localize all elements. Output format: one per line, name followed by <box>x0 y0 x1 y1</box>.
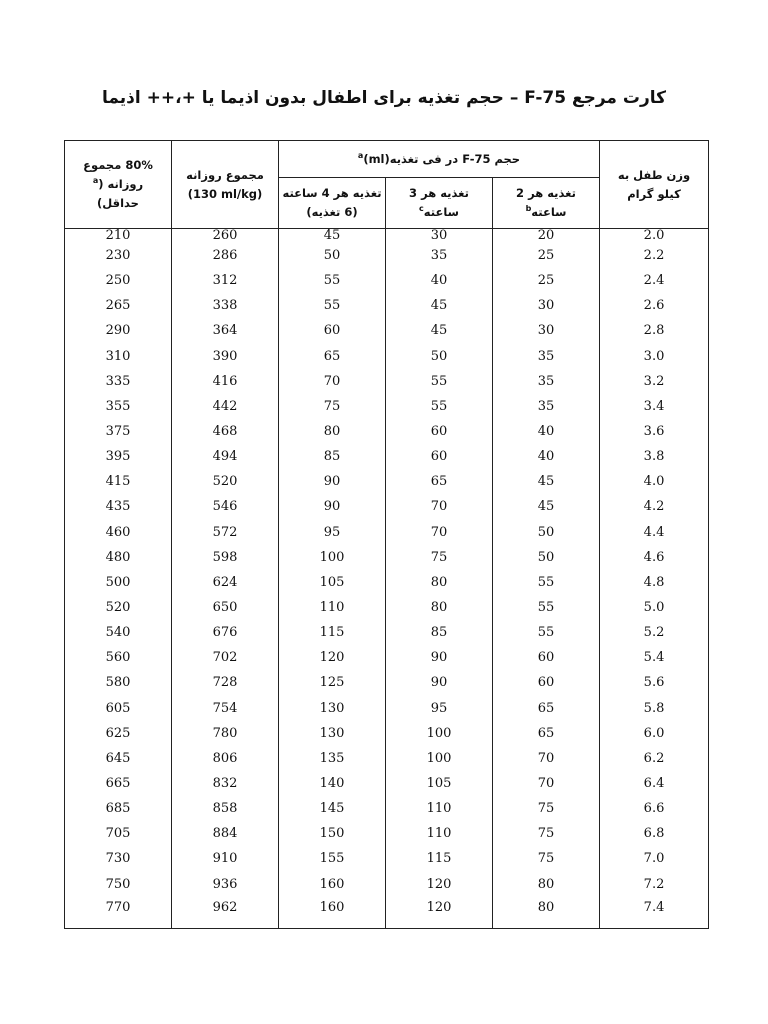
cell-every-4-hours: 140 <box>279 771 386 796</box>
table-row <box>65 645 709 670</box>
cell-every-4-hours: 70 <box>279 369 386 394</box>
cell-daily-total: 416 <box>172 369 279 394</box>
cell-child-weight: 5.6 <box>600 670 709 695</box>
cell-min-daily: 520 <box>65 595 172 620</box>
cell-every-2-hours: 40 <box>493 444 600 469</box>
cell-every-2-hours: 45 <box>493 469 600 494</box>
cell-daily-total: 260 <box>172 229 279 244</box>
cell-child-weight: 3.2 <box>600 369 709 394</box>
cell-child-weight: 7.4 <box>600 897 709 929</box>
cell-min-daily: 605 <box>65 696 172 721</box>
cell-min-daily: 580 <box>65 670 172 695</box>
cell-daily-total: 390 <box>172 344 279 369</box>
cell-child-weight: 5.4 <box>600 645 709 670</box>
cell-every-2-hours: 40 <box>493 419 600 444</box>
cell-child-weight: 4.4 <box>600 520 709 545</box>
cell-min-daily: 265 <box>65 293 172 318</box>
cell-child-weight: 6.0 <box>600 721 709 746</box>
table-row <box>65 595 709 620</box>
cell-every-3-hours: 110 <box>386 796 493 821</box>
table-row <box>65 570 709 595</box>
cell-every-2-hours: 65 <box>493 721 600 746</box>
cell-daily-total: 312 <box>172 268 279 293</box>
cell-child-weight: 6.6 <box>600 796 709 821</box>
cell-every-2-hours: 35 <box>493 394 600 419</box>
cell-every-3-hours: 100 <box>386 721 493 746</box>
table-row <box>65 494 709 519</box>
cell-min-daily: 415 <box>65 469 172 494</box>
cell-daily-total: 286 <box>172 243 279 268</box>
cell-every-2-hours: 55 <box>493 620 600 645</box>
table-row <box>65 243 709 268</box>
cell-every-2-hours: 75 <box>493 821 600 846</box>
header-min-daily: 80% مجموع روزانه ($^a$ حداقل) <box>65 141 172 229</box>
cell-every-2-hours: 55 <box>493 570 600 595</box>
cell-every-4-hours: 45 <box>279 229 386 244</box>
cell-every-2-hours: 55 <box>493 595 600 620</box>
cell-every-3-hours: 50 <box>386 344 493 369</box>
cell-min-daily: 685 <box>65 796 172 821</box>
cell-daily-total: 832 <box>172 771 279 796</box>
cell-every-4-hours: 90 <box>279 494 386 519</box>
cell-every-4-hours: 55 <box>279 268 386 293</box>
table-row <box>65 545 709 570</box>
table-row <box>65 696 709 721</box>
cell-min-daily: 460 <box>65 520 172 545</box>
cell-child-weight: 6.4 <box>600 771 709 796</box>
cell-every-4-hours: 155 <box>279 846 386 871</box>
cell-every-3-hours: 85 <box>386 620 493 645</box>
table-row <box>65 318 709 343</box>
cell-every-2-hours: 30 <box>493 293 600 318</box>
table-row <box>65 293 709 318</box>
cell-daily-total: 806 <box>172 746 279 771</box>
cell-min-daily: 335 <box>65 369 172 394</box>
cell-min-daily: 705 <box>65 821 172 846</box>
cell-min-daily: 665 <box>65 771 172 796</box>
cell-every-3-hours: 105 <box>386 771 493 796</box>
table-row <box>65 821 709 846</box>
cell-every-4-hours: 50 <box>279 243 386 268</box>
cell-every-3-hours: 80 <box>386 570 493 595</box>
table-row <box>65 268 709 293</box>
cell-min-daily: 560 <box>65 645 172 670</box>
cell-min-daily: 375 <box>65 419 172 444</box>
cell-every-4-hours: 55 <box>279 293 386 318</box>
cell-every-4-hours: 120 <box>279 645 386 670</box>
cell-every-2-hours: 30 <box>493 318 600 343</box>
table-row <box>65 746 709 771</box>
cell-daily-total: 676 <box>172 620 279 645</box>
cell-every-2-hours: 20 <box>493 229 600 244</box>
cell-child-weight: 3.0 <box>600 344 709 369</box>
header-every-4-hours: تغذیه هر 4 ساعته (6 تغذیه) <box>279 178 386 229</box>
table-row <box>65 771 709 796</box>
cell-child-weight: 3.8 <box>600 444 709 469</box>
cell-every-4-hours: 110 <box>279 595 386 620</box>
cell-min-daily: 230 <box>65 243 172 268</box>
cell-every-4-hours: 95 <box>279 520 386 545</box>
cell-every-4-hours: 75 <box>279 394 386 419</box>
cell-every-2-hours: 70 <box>493 771 600 796</box>
cell-every-2-hours: 25 <box>493 243 600 268</box>
cell-child-weight: 2.4 <box>600 268 709 293</box>
cell-child-weight: 5.0 <box>600 595 709 620</box>
header-every-2-hours: تغذیه هر 2 ساعته$^b$ <box>493 178 600 229</box>
cell-every-3-hours: 100 <box>386 746 493 771</box>
cell-child-weight: 3.4 <box>600 394 709 419</box>
cell-daily-total: 598 <box>172 545 279 570</box>
cell-every-4-hours: 85 <box>279 444 386 469</box>
cell-child-weight: 2.2 <box>600 243 709 268</box>
cell-every-3-hours: 120 <box>386 897 493 929</box>
cell-every-3-hours: 55 <box>386 394 493 419</box>
cell-every-2-hours: 70 <box>493 746 600 771</box>
cell-child-weight: 4.6 <box>600 545 709 570</box>
table-row <box>65 344 709 369</box>
cell-every-2-hours: 60 <box>493 645 600 670</box>
cell-daily-total: 338 <box>172 293 279 318</box>
cell-min-daily: 355 <box>65 394 172 419</box>
cell-child-weight: 2.0 <box>600 229 709 244</box>
cell-min-daily: 645 <box>65 746 172 771</box>
cell-daily-total: 442 <box>172 394 279 419</box>
cell-child-weight: 5.2 <box>600 620 709 645</box>
header-child-weight: وزن طفل به کیلو گرام <box>600 141 709 229</box>
cell-daily-total: 520 <box>172 469 279 494</box>
cell-every-3-hours: 35 <box>386 243 493 268</box>
cell-every-2-hours: 45 <box>493 494 600 519</box>
cell-daily-total: 936 <box>172 872 279 897</box>
cell-min-daily: 395 <box>65 444 172 469</box>
table-body <box>65 229 709 929</box>
cell-every-3-hours: 45 <box>386 318 493 343</box>
table-row <box>65 419 709 444</box>
cell-every-2-hours: 65 <box>493 696 600 721</box>
cell-every-4-hours: 150 <box>279 821 386 846</box>
table-row <box>65 721 709 746</box>
cell-every-4-hours: 65 <box>279 344 386 369</box>
table-row <box>65 229 709 244</box>
cell-every-4-hours: 130 <box>279 721 386 746</box>
cell-daily-total: 650 <box>172 595 279 620</box>
feeding-volume-table <box>64 140 709 929</box>
cell-every-3-hours: 60 <box>386 419 493 444</box>
cell-child-weight: 4.8 <box>600 570 709 595</box>
table-row <box>65 394 709 419</box>
cell-child-weight: 5.8 <box>600 696 709 721</box>
cell-every-3-hours: 110 <box>386 821 493 846</box>
cell-min-daily: 730 <box>65 846 172 871</box>
cell-child-weight: 2.6 <box>600 293 709 318</box>
header-daily-total: مجموع روزانه (130 ml/kg) <box>172 141 279 229</box>
cell-every-3-hours: 65 <box>386 469 493 494</box>
cell-every-2-hours: 35 <box>493 369 600 394</box>
cell-daily-total: 624 <box>172 570 279 595</box>
cell-every-3-hours: 45 <box>386 293 493 318</box>
cell-every-4-hours: 105 <box>279 570 386 595</box>
cell-every-3-hours: 80 <box>386 595 493 620</box>
cell-every-3-hours: 40 <box>386 268 493 293</box>
cell-every-3-hours: 30 <box>386 229 493 244</box>
cell-child-weight: 7.0 <box>600 846 709 871</box>
cell-every-3-hours: 55 <box>386 369 493 394</box>
cell-every-2-hours: 35 <box>493 344 600 369</box>
cell-min-daily: 540 <box>65 620 172 645</box>
cell-every-4-hours: 115 <box>279 620 386 645</box>
table-row <box>65 620 709 645</box>
cell-every-3-hours: 90 <box>386 645 493 670</box>
cell-min-daily: 435 <box>65 494 172 519</box>
cell-daily-total: 546 <box>172 494 279 519</box>
cell-every-3-hours: 60 <box>386 444 493 469</box>
cell-every-4-hours: 60 <box>279 318 386 343</box>
cell-child-weight: 3.6 <box>600 419 709 444</box>
table-row <box>65 897 709 929</box>
cell-min-daily: 625 <box>65 721 172 746</box>
table-row <box>65 520 709 545</box>
table-row <box>65 872 709 897</box>
cell-daily-total: 572 <box>172 520 279 545</box>
cell-every-4-hours: 135 <box>279 746 386 771</box>
cell-min-daily: 290 <box>65 318 172 343</box>
cell-every-3-hours: 75 <box>386 545 493 570</box>
cell-min-daily: 210 <box>65 229 172 244</box>
table-row <box>65 369 709 394</box>
cell-every-2-hours: 50 <box>493 545 600 570</box>
cell-min-daily: 770 <box>65 897 172 929</box>
cell-every-3-hours: 115 <box>386 846 493 871</box>
cell-daily-total: 884 <box>172 821 279 846</box>
cell-child-weight: 2.8 <box>600 318 709 343</box>
cell-daily-total: 754 <box>172 696 279 721</box>
cell-every-4-hours: 100 <box>279 545 386 570</box>
cell-every-3-hours: 70 <box>386 520 493 545</box>
cell-child-weight: 4.0 <box>600 469 709 494</box>
cell-daily-total: 728 <box>172 670 279 695</box>
cell-every-4-hours: 145 <box>279 796 386 821</box>
cell-every-3-hours: 120 <box>386 872 493 897</box>
cell-daily-total: 962 <box>172 897 279 929</box>
cell-daily-total: 858 <box>172 796 279 821</box>
cell-child-weight: 6.8 <box>600 821 709 846</box>
header-every-3-hours: تغذیه هر 3 ساعته$^c$ <box>386 178 493 229</box>
cell-child-weight: 7.2 <box>600 872 709 897</box>
cell-min-daily: 250 <box>65 268 172 293</box>
cell-every-2-hours: 75 <box>493 846 600 871</box>
cell-every-4-hours: 130 <box>279 696 386 721</box>
table-row <box>65 846 709 871</box>
cell-daily-total: 468 <box>172 419 279 444</box>
header-volume-per-feed: حجم F-75 در فی تغذیه$^a$(ml) <box>279 141 600 178</box>
cell-every-2-hours: 25 <box>493 268 600 293</box>
cell-min-daily: 500 <box>65 570 172 595</box>
page-title: کارت مرجع F-75 – حجم تغذیه برای اطفال بدون اذیما یا +،++ اذیما <box>101 88 667 108</box>
cell-min-daily: 310 <box>65 344 172 369</box>
cell-child-weight: 4.2 <box>600 494 709 519</box>
table-row <box>65 796 709 821</box>
cell-daily-total: 780 <box>172 721 279 746</box>
cell-min-daily: 480 <box>65 545 172 570</box>
cell-every-4-hours: 125 <box>279 670 386 695</box>
cell-daily-total: 910 <box>172 846 279 871</box>
cell-every-2-hours: 50 <box>493 520 600 545</box>
table-row <box>65 670 709 695</box>
cell-every-3-hours: 70 <box>386 494 493 519</box>
cell-daily-total: 494 <box>172 444 279 469</box>
cell-every-2-hours: 80 <box>493 897 600 929</box>
cell-every-4-hours: 90 <box>279 469 386 494</box>
cell-every-4-hours: 80 <box>279 419 386 444</box>
cell-daily-total: 702 <box>172 645 279 670</box>
cell-child-weight: 6.2 <box>600 746 709 771</box>
cell-every-2-hours: 80 <box>493 872 600 897</box>
cell-every-2-hours: 60 <box>493 670 600 695</box>
cell-every-2-hours: 75 <box>493 796 600 821</box>
cell-every-4-hours: 160 <box>279 872 386 897</box>
table-row <box>65 469 709 494</box>
cell-every-4-hours: 160 <box>279 897 386 929</box>
cell-daily-total: 364 <box>172 318 279 343</box>
cell-every-3-hours: 95 <box>386 696 493 721</box>
cell-every-3-hours: 90 <box>386 670 493 695</box>
table-row <box>65 444 709 469</box>
cell-min-daily: 750 <box>65 872 172 897</box>
